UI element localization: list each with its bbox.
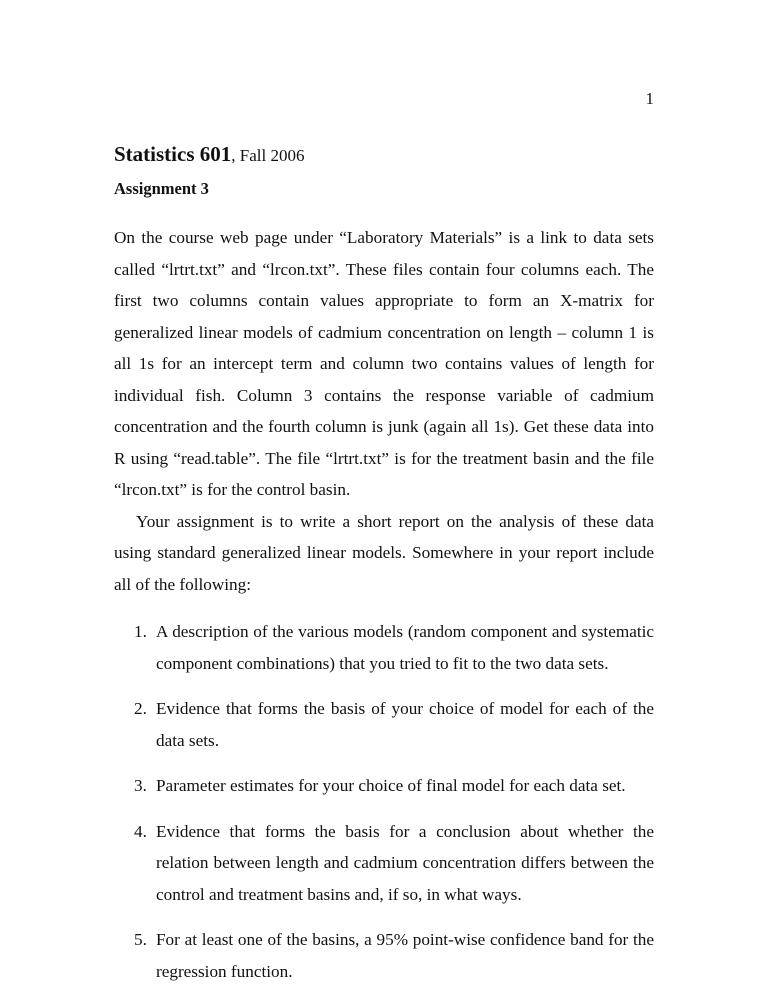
- course-title: Statistics 601: [114, 142, 232, 166]
- document-heading: [114, 141, 304, 169]
- list-item-number: 5.: [134, 930, 147, 949]
- assignment-paragraph: Your assignment is to write a short report on the analysis of these data using standard generalized linear models. Somewhere in your report include all of the following:: [114, 511, 654, 594]
- document-body: [114, 222, 654, 1001]
- list-item-text: Evidence that forms the basis for a conclusion about whether the relation between length and cadmium concentration differs between the control and treatment basins and, if so, in what ways.: [156, 821, 654, 904]
- list-item: [114, 693, 654, 756]
- list-item-number: 3.: [134, 776, 147, 795]
- requirements-list: [114, 616, 654, 987]
- page-number: 1: [645, 89, 654, 108]
- list-item: [114, 770, 654, 802]
- course-term: , Fall 2006: [231, 146, 305, 165]
- list-item: [114, 816, 654, 911]
- list-item-text: A description of the various models (random component and systematic component combinations) that you tried to fit to the two data sets.: [156, 622, 654, 673]
- list-item-number: 2.: [134, 699, 147, 718]
- list-item-text: Parameter estimates for your choice of final model for each data set.: [156, 776, 626, 795]
- list-item-text: Evidence that forms the basis of your choice of model for each of the data sets.: [156, 699, 654, 750]
- list-item-text: For at least one of the basins, a 95% point-wise confidence band for the regression function.: [156, 930, 654, 981]
- list-item: [114, 616, 654, 679]
- intro-paragraph: On the course web page under “Laboratory Materials” is a link to data sets called “lrtrt.txt” and “lrcon.txt”. These files contain four columns each. The first two columns contain values appropriate to form an X-matrix for generalized linear models of cadmium concentration on length – column 1 is all 1s for an intercept term and column two contains values of length for individual fish. Column 3 contains the response variable of cadmium concentration and the fourth column is junk (again all 1s). Get these data into R using “read.table”. The file “lrtrt.txt” is for the treatment basin and the file “lrcon.txt” is for the control basin.: [114, 228, 654, 499]
- list-item-number: 4.: [134, 821, 147, 841]
- list-item: [114, 924, 654, 987]
- list-item-number: 1.: [134, 622, 147, 641]
- assignment-title: Assignment 3: [114, 179, 209, 198]
